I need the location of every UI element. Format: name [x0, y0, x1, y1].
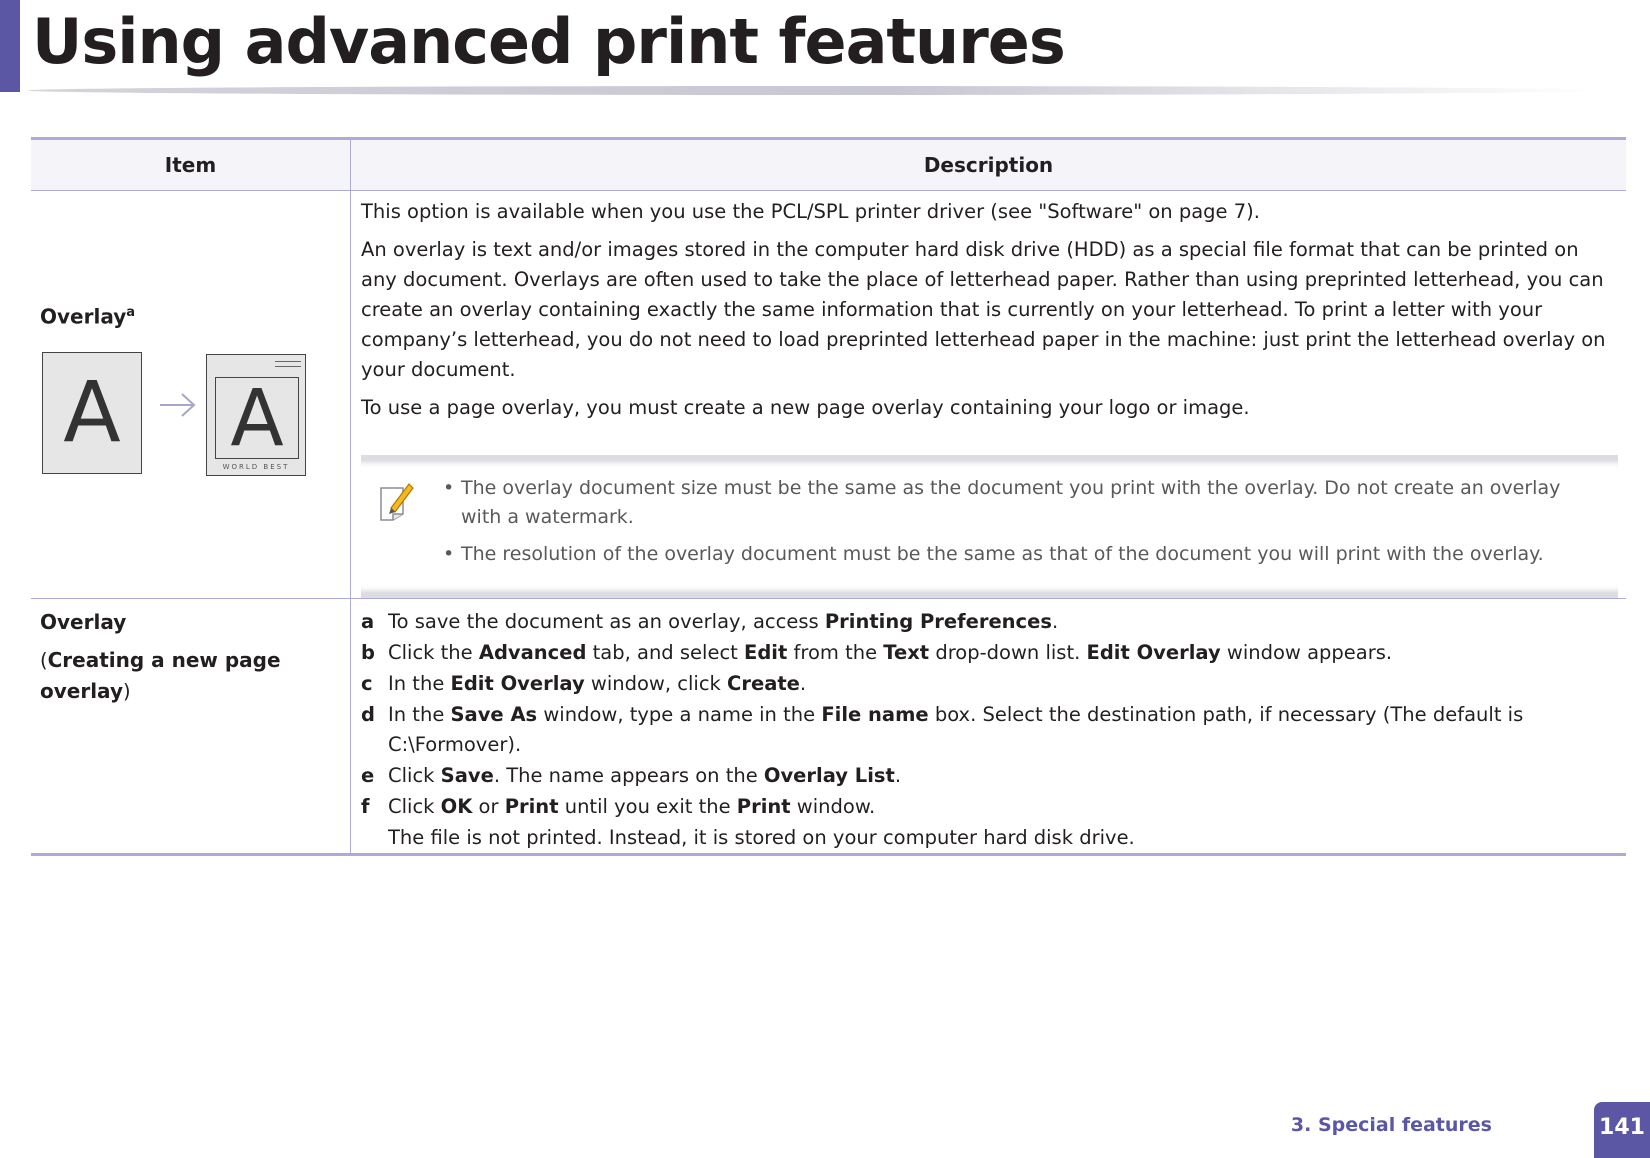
- table-header-row: [31, 139, 1626, 191]
- arrow-right-icon: [158, 390, 198, 420]
- overlay-page-icon: [206, 354, 306, 476]
- footer-chapter: 3. Special features: [1290, 1114, 1492, 1136]
- list-item: a To save the document as an overlay, access Printing Preferences.: [361, 610, 1059, 633]
- note-box: [361, 455, 1618, 598]
- item-cell: [31, 191, 351, 599]
- header-item: Item: [31, 139, 351, 191]
- description-paragraph: To use a page overlay, you must create a new page overlay containing your logo or image.: [361, 396, 1250, 419]
- overlay-illustration: [40, 350, 342, 480]
- item-label: Overlay: [40, 610, 127, 634]
- letterhead-footer: WORLD BEST: [222, 462, 290, 471]
- left-accent-bar: [0, 0, 20, 92]
- list-item: e Click Save. The name appears on the Overlay List.: [361, 764, 902, 787]
- note-pencil-icon: [379, 480, 415, 522]
- step-note: The file is not printed. Instead, it is stored on your computer hard disk drive.: [388, 826, 1135, 849]
- list-item: b Click the Advanced tab, and select Edit from the Text drop-down list. Edit Overlay window appears.: [361, 641, 1393, 664]
- header-description: Description: [351, 139, 1627, 191]
- item-cell: [31, 599, 351, 855]
- plain-page-icon: A: [42, 352, 142, 474]
- title-underline: [28, 86, 1603, 95]
- list-item: d In the Save As window, type a name in the File name box. Select the destination path, if necessary (The default is C:\Formover).: [361, 703, 1524, 756]
- description-cell: [351, 599, 1627, 855]
- note-item: • The resolution of the overlay document must be the same as that of the document you will print with the overlay.: [443, 543, 1544, 565]
- table-row: [31, 599, 1626, 855]
- page-number: 141: [1594, 1102, 1650, 1158]
- list-item: f Click OK or Print until you exit the Print window.: [361, 795, 876, 818]
- overlay-letter: A: [215, 377, 299, 459]
- footnote-marker: a: [126, 305, 136, 320]
- description-paragraph: An overlay is text and/or images stored in the computer hard disk drive (HDD) as a special file format that can be printed on any document. Overlays are often used to take the place of letterhead paper. Rather than using preprinted letterhead, you can create an overlay containing exactly the same information that is currently on your letterhead. To print a letter with your company’s letterhead, you do not need to load preprinted letterhead paper in the machine: just print the letterhead overlay on your document.: [361, 238, 1606, 381]
- step-list: [361, 599, 1620, 853]
- page-title: Using advanced print features: [32, 5, 1065, 78]
- note-item: • The overlay document size must be the same as the document you print with the overlay. Do not create an overlay with a watermark.: [443, 477, 1561, 528]
- item-label: Overlay$^a$: [40, 304, 136, 329]
- letterhead-lines: [275, 361, 301, 367]
- description-cell: [351, 191, 1627, 599]
- options-table: [31, 137, 1626, 856]
- table-row: [31, 191, 1626, 599]
- description-paragraph: This option is available when you use the PCL/SPL printer driver (see "Software" on page 7).: [361, 200, 1260, 223]
- item-sublabel: (Creating a new page overlay): [40, 648, 281, 703]
- list-item: c In the Edit Overlay window, click Create.: [361, 672, 807, 695]
